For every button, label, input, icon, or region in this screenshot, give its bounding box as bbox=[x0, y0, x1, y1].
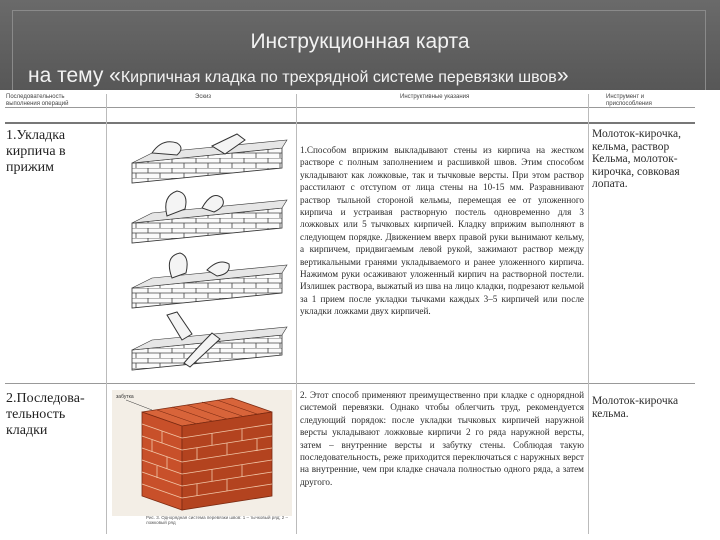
subtitle-topic: Кирпичная кладка по трехрядной системе перевязки швов bbox=[120, 69, 557, 86]
header-rule bbox=[5, 107, 695, 108]
col-header-instructions: Инструктивные указания bbox=[400, 94, 470, 100]
slide-title: Инструкционная карта bbox=[250, 30, 470, 53]
col-divider-3 bbox=[588, 94, 589, 534]
subtitle-suffix: » bbox=[556, 64, 569, 87]
col-divider-1 bbox=[106, 94, 107, 534]
row1-operation: 1.Укладка кирпича в прижим bbox=[6, 128, 66, 175]
subtitle-prefix: на тему « bbox=[28, 64, 121, 87]
wall-strip-1 bbox=[132, 140, 287, 183]
row2-operation bbox=[6, 391, 102, 439]
slide-header bbox=[0, 0, 720, 90]
header-bottom-rule bbox=[5, 122, 695, 124]
col-header-tools: Инструмент и приспособления bbox=[606, 94, 652, 107]
row1-sketch bbox=[112, 128, 292, 378]
row-divider bbox=[5, 383, 695, 384]
row2-instructions: 2. Этот способ применяют преимущественно при кладке с однорядной системой перевязки. Однако чтобы облегчить труд, рекомендуется следующий порядок: после укладки тычковых кирпичей наружной версты укладывают ложковые кирпичи 2 го ряда наружной версты, затем – внутренние версты и забутку стены. Соблюдая такую последовательность, реже приходится переключаться с наружных верст на внутренние, чем при кладке сначала полностью одного ряда, а затем другого. bbox=[300, 390, 584, 487]
figure-caption: Рис. 3. Однорядная система перевязки швов: 1 – тычковый ряд; 2 – ложковый ряд bbox=[146, 515, 289, 525]
row1-tools: Молоток-кирочка, кельма, раствор Кельма, молоток-кирочка, совковая лопата. bbox=[592, 128, 682, 190]
row1-instructions: 1.Способом вприжим выкладывают стены из кирпича на жестком растворе с полным заполнением и расшивкой швов. Этим способом укладывают как ложковые, так и тычковые версты. При этом раствор расстилают с отступом от лица стены на 10-15 мм. Разравнивают раствор тыльной стороной кельмы, перемещая ее от уложенного кирпича и устраивая растворную постель одновременно для 3 ложковых или 5 тычковых кирпичей. Кладку вприжим выполняют в следующем порядке. Движением вверх правой руки вынимают кельму, а кирпичем, придвигаемым левой рукой, зажимают раствор между вертикальными гранями укладываемого и ранее уложенного кирпича. Нажимом руки осаживают уложенный кирпич на растворной постели. Излишек раствора, выжатый из шва на лицо кладки, подрезают кельмой за 1 прием после укладки тычками каждых 3–5 кирпичей или после укладки ложками двух кирпичей. bbox=[300, 145, 584, 317]
row2-operation-line2: тельность bbox=[6, 407, 66, 422]
col-divider-2 bbox=[296, 94, 297, 534]
row2-operation-line3: кладки bbox=[6, 423, 48, 438]
col-header-sketch: Эскиз bbox=[195, 94, 212, 100]
row2-brick-wall-figure bbox=[112, 390, 292, 516]
col-header-sequence: Последовательность выполнения операций bbox=[6, 94, 69, 107]
row2-operation-line1: 2.Последова- bbox=[6, 391, 85, 406]
slide-subtitle bbox=[28, 64, 569, 88]
row2-tools: Молоток-кирочка кельма. bbox=[592, 395, 679, 420]
figure-label: забутка bbox=[116, 394, 134, 400]
